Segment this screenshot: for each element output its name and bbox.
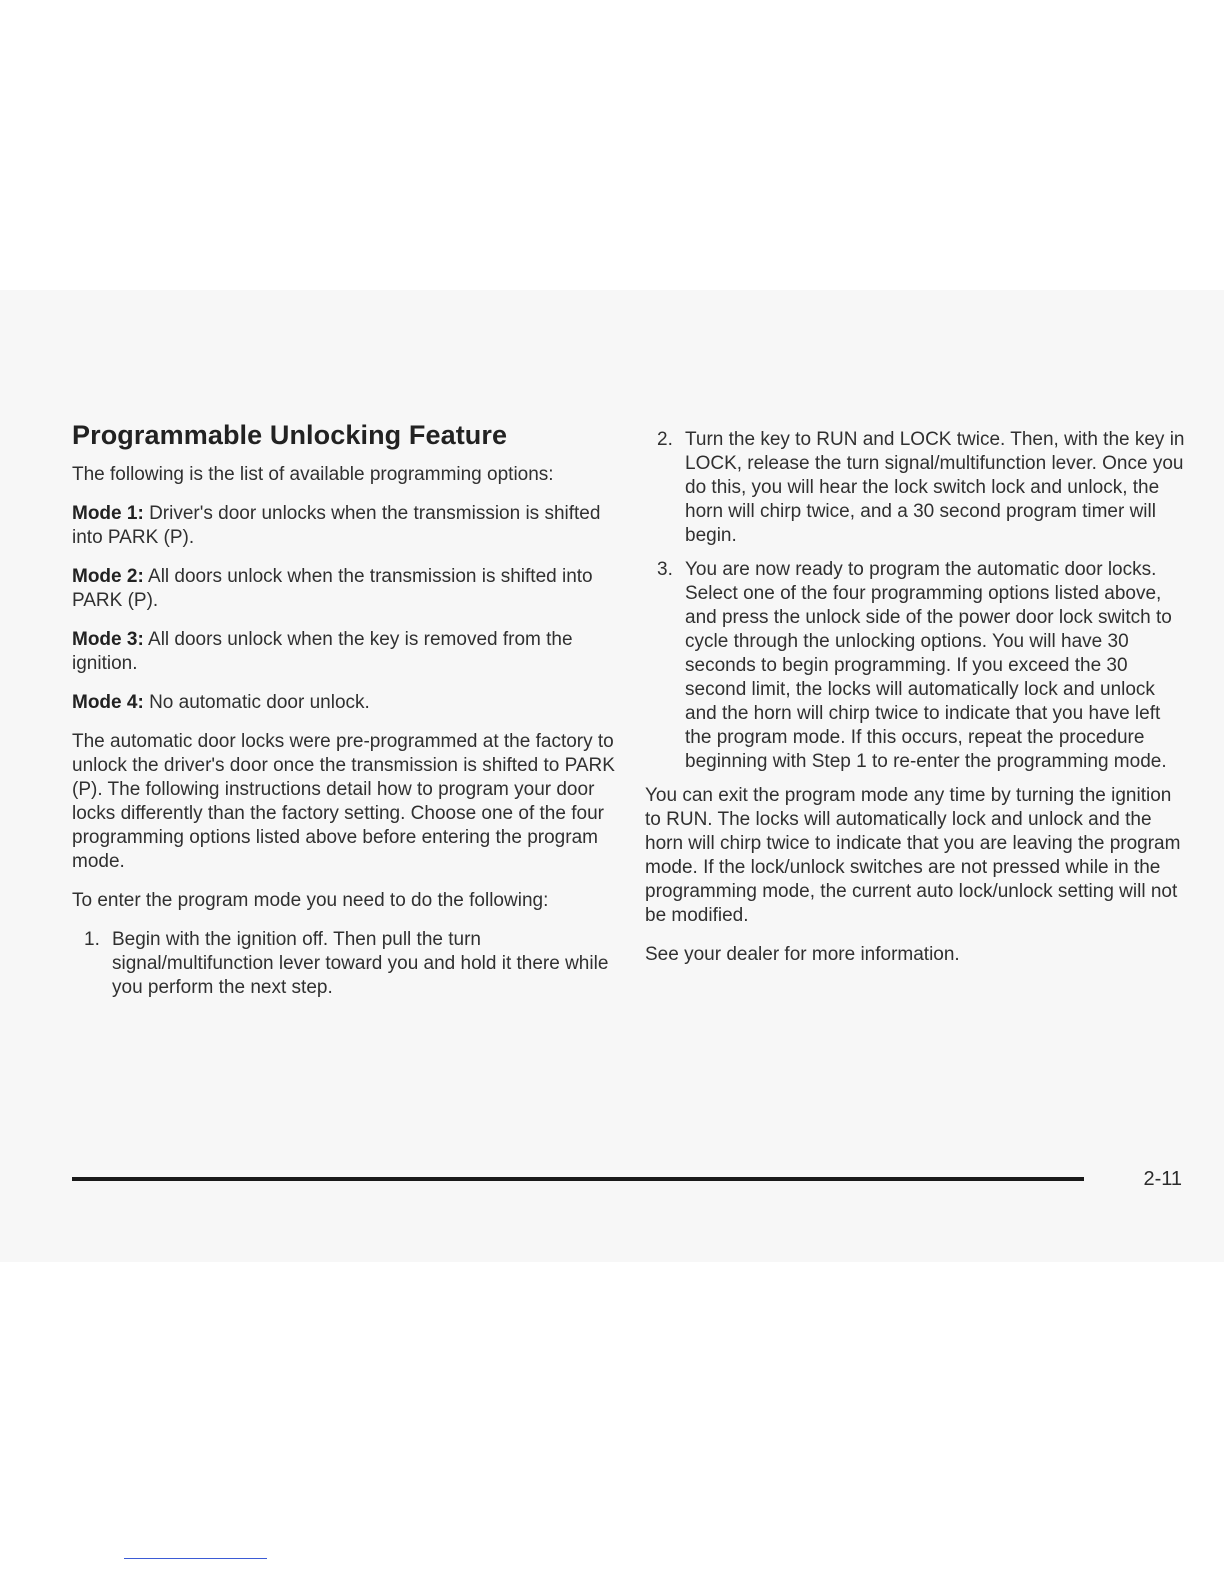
step-2 bbox=[645, 428, 1190, 548]
intro-paragraph: The following is the list of available programming options: bbox=[72, 464, 554, 485]
page-title: Programmable Unlocking Feature bbox=[72, 420, 508, 450]
step-3-number: 3. bbox=[657, 559, 673, 580]
step-3-text: You are now ready to program the automatic door locks. Select one of the four programming options listed above, and press the unlock side of the power door lock switch to cycle through the unlocking options. You will have 30 seconds to begin programming. If you exceed the 30 second limit, the locks will automatically lock and unlock and the horn will chirp twice to indicate that you have left the program mode. If this occurs, repeat the procedure beginning with Step 1 to re-enter the programming mode. bbox=[685, 559, 1172, 772]
step-2-text: Turn the key to RUN and LOCK twice. Then, with the key in LOCK, release the turn signal/multifunction lever. Once you do this, you will hear the lock switch lock and unlock, the horn will chirp twice, and a 30 second program timer will begin. bbox=[685, 429, 1185, 546]
mode-3-paragraph bbox=[72, 628, 617, 676]
step-2-number: 2. bbox=[657, 429, 673, 450]
factory-paragraph: The automatic door locks were pre-programmed at the factory to unlock the driver's door once the transmission is shifted to PARK (P). The following instructions detail how to program your door locks differently than the factory setting. Choose one of the four programming options listed above before entering the program mode. bbox=[72, 731, 615, 872]
steps-list-left bbox=[72, 928, 617, 1000]
step-1 bbox=[72, 928, 617, 1000]
exit-paragraph: You can exit the program mode any time by turning the ignition to RUN. The locks will automatically lock and unlock and the horn will chirp twice to indicate that you are leaving the program mode. If the lock/unlock switches are not pressed while in the programming mode, the current auto lock/unlock setting will not be modified. bbox=[645, 785, 1181, 926]
page-number: 2-11 bbox=[1143, 1168, 1182, 1190]
footer-rule bbox=[72, 1177, 1084, 1181]
step-1-number: 1. bbox=[84, 929, 100, 950]
mode-3-text: All doors unlock when the key is removed from the ignition. bbox=[72, 629, 573, 674]
mode-4-text: No automatic door unlock. bbox=[149, 692, 370, 713]
mode-2-label: Mode 2: bbox=[72, 566, 144, 587]
mode-2-paragraph bbox=[72, 565, 617, 613]
left-column bbox=[72, 420, 617, 1010]
steps-list-right bbox=[645, 428, 1190, 774]
mode-4-label: Mode 4: bbox=[72, 692, 144, 713]
step-1-text: Begin with the ignition off. Then pull the turn signal/multifunction lever toward you and hold it there while you perform the next step. bbox=[112, 929, 609, 998]
mode-1-label: Mode 1: bbox=[72, 503, 144, 524]
dealer-paragraph: See your dealer for more information. bbox=[645, 944, 960, 965]
scan-artifact-line bbox=[124, 1558, 267, 1559]
enter-paragraph: To enter the program mode you need to do the following: bbox=[72, 890, 549, 911]
mode-2-text: All doors unlock when the transmission is shifted into PARK (P). bbox=[72, 566, 593, 611]
mode-1-paragraph bbox=[72, 502, 617, 550]
mode-4-paragraph bbox=[72, 691, 617, 715]
step-3 bbox=[645, 558, 1190, 774]
right-column bbox=[645, 428, 1190, 982]
mode-1-text: Driver's door unlocks when the transmission is shifted into PARK (P). bbox=[72, 503, 601, 548]
mode-3-label: Mode 3: bbox=[72, 629, 144, 650]
